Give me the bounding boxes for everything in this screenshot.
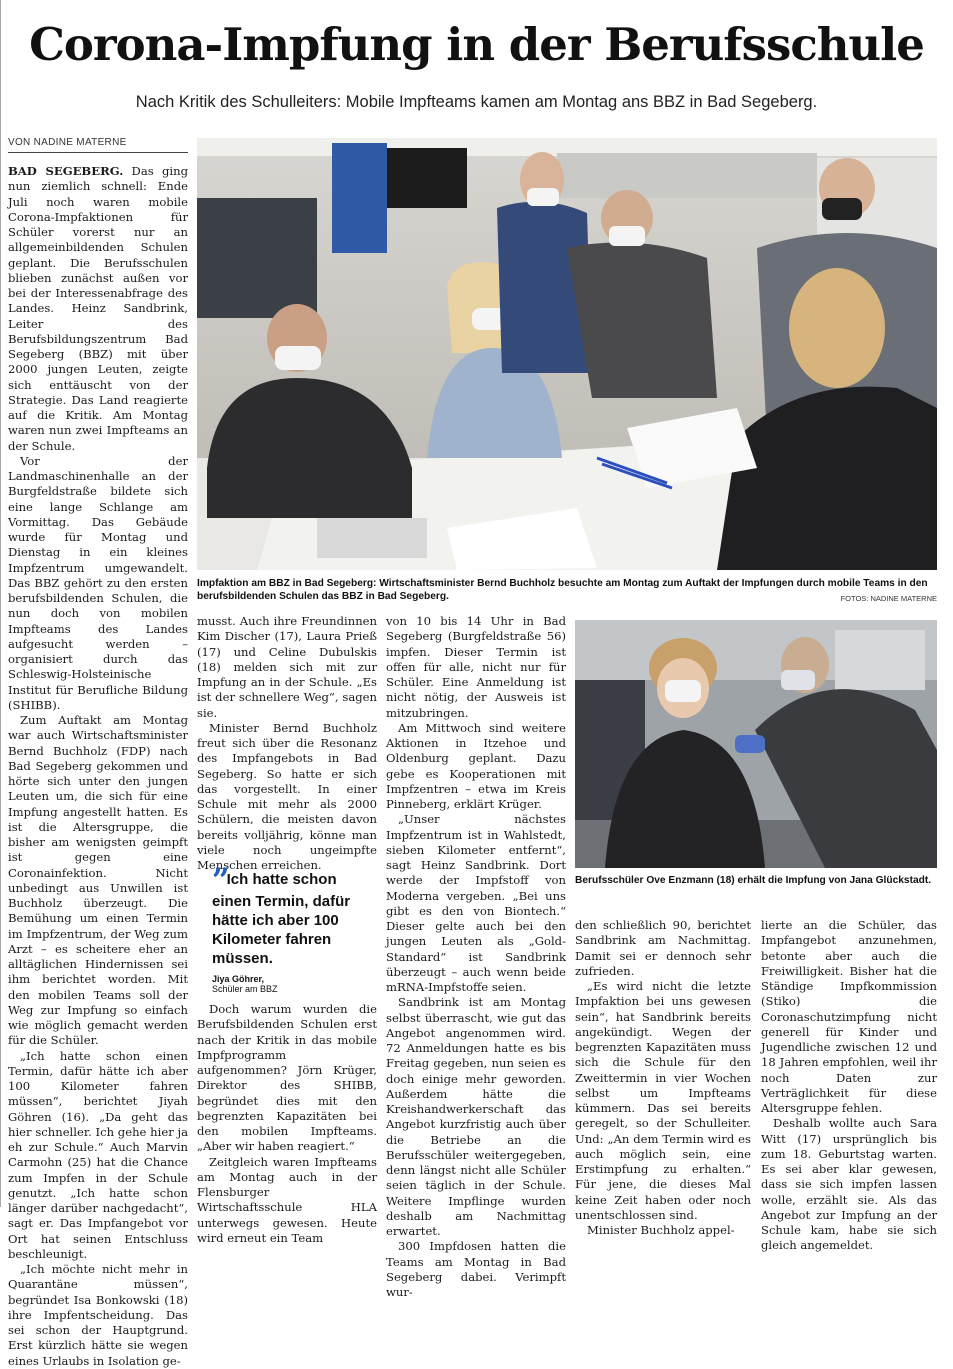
paragraph: musst. Auch ihre Freundinnen Kim Discher (17), Laura Prieß (17) und Celine Dubulskis (18) melden sich mit zur Impfung an in der Schule. „Es ist der schnellere Weg“, sagen sie. — [197, 614, 377, 720]
article-column-1 — [8, 164, 188, 1368]
lead-paragraph: Das ging nun ziemlich schnell: Ende Juli noch waren mobile Corona-Impfaktionen für Schüler vorerst nur an allgemeinbildenden Schulen geplant. Die Berufsschulen blieben zunächst außen vor bei der Interessenabfrage des Landes. Heinz Sandbrink, Leiter des Berufsbildungszentrum Bad Segeberg (BBZ) mit über 2000 jungen Leuten, zeigte sich enttäuscht von der Strategie. Das Land reagierte auf die Kritik. Am Montag waren nun zwei Impfteams an der Schule. — [8, 164, 188, 453]
paragraph: Am Mittwoch sind weitere Aktionen in Itzehoe und Oldenburg geplant. Dazu gebe es Kooperationen mit Impfzentren – etwa im Kreis Pinneberg, erklärt Krüger. — [386, 720, 566, 811]
article-headline: Corona-Impfung in der Berufsschule — [29, 18, 924, 71]
pull-quote-role: Schüler am BBZ — [212, 984, 278, 994]
quote-mark-icon: ” — [212, 861, 227, 901]
dateline: BAD SEGEBERG. — [8, 164, 124, 178]
paragraph: „Ich hatte schon einen Termin, dafür hätte ich aber 100 Kilometer fahren müssen“, berichtet Jiyah Göhren (16). „Da geht das hier schneller. Ich gehe hier ja eh zur Schule.“ Auch Marvin Carmohn (25) hat die Chance zum Impfen in der Schule genutzt. „Ich hatte schon länger darüber nachgedacht“, sagt er. Das Impfangebot vor Ort hat seinen Entschluss beschleunigt. — [8, 1048, 188, 1261]
second-photo — [575, 620, 937, 868]
second-photo-caption: Berufsschüler Ove Enzmann (18) erhält die Impfung von Jana Glückstadt. — [575, 875, 932, 886]
article-column-4 — [575, 918, 751, 1237]
paragraph: Zeitgleich waren Impfteams am Montag auch in der Flensburger Wirtschaftsschule HLA unterwegs gewesen. Heute wird erneut ein Team — [197, 1154, 377, 1245]
paragraph: 300 Impfdosen hatten die Teams am Montag in Bad Segeberg dabei. Verimpft wur- — [386, 1239, 566, 1299]
paragraph: den schließlich 90, berichtet Sandbrink am Nachmittag. Damit sei er dennoch sehr zufrieden. — [575, 918, 751, 978]
page-edge-line — [0, 0, 1, 1207]
pull-quote — [212, 861, 377, 994]
main-photo — [197, 138, 937, 570]
paragraph: „Ich möchte nicht mehr in Quarantäne müssen“, begründet Isa Bonkowski (18) ihre Impfentscheidung. Das sei schon der Hauptgrund. Erst kürzlich hätte sie wegen eines Urlaubs in Isolation ge- — [8, 1262, 188, 1368]
article-column-5 — [761, 918, 937, 1253]
paragraph: Minister Buchholz appel- — [587, 1223, 735, 1237]
article-byline: VON NADINE MATERNE — [8, 137, 127, 148]
student-vaccination-illustration — [575, 620, 937, 868]
paragraph: lierte an die Schüler, das Impfangebot anzunehmen, betonte aber auch die Freiwilligkeit. Bisher hat die Ständige Impfkommission (Stiko) die Coronaschutzimpfung nicht generell für Kinder und Jugendliche zwischen 12 und 18 Jahren empfohlen, weil ihr noch Daten zur Verträglichkeit für diese Altersgruppe fehlen. — [761, 918, 937, 1115]
paragraph: „Unser nächstes Impfzentrum ist in Wahlstedt, sieben Kilometer entfernt“, sagt Heinz Sandbrink. Dort werde der Impfstoff von Moderna vergeben. „Bei uns gibt es den von Biontech.“ Dieser gelte auch bei den jungen Leuten als „Gold-Standard“ ist Sandbrink überzeugt – auch wenn beide mRNA-Impfstoffe seien. — [386, 812, 566, 994]
paragraph: Vor der Landmaschinenhalle an der Burgfeldstraße bildete sich eine lange Schlange am Vormittag. Das Gebäude wurde für Montag und Dienstag in ein kleines Impfzentrum umgewandelt. Das BBZ gehört zu den ersten berufsbildenden Schulen, die nun doch von mobilen Impfteams des Landes aufgesucht werden – organisiert durch das Schleswig-Holsteinische Institut für Berufliche Bildung (SHIBB). — [8, 453, 188, 712]
pull-quote-text: Ich hatte schon einen Termin, dafür hätte ich aber 100 Kilometer fahren müssen. — [212, 871, 351, 967]
photo-credit: FOTOS: NADINE MATERNE — [840, 594, 937, 603]
paragraph: Minister Bernd Buchholz freut sich über die Resonanz des Impfangebots in Bad Segeberg. So hatte er sich das vorgestellt. In einer Schule mit mehr als 2000 Schülern, die meisten davon bereits volljährig, könne man viele noch ungeimpfte Menschen erreichen. — [197, 720, 377, 872]
article-column-2-top — [197, 614, 377, 872]
vaccination-scene-illustration — [197, 138, 937, 570]
pull-quote-author: Jiya Göhrer, — [212, 974, 265, 984]
paragraph: Doch warum wurden die Berufsbildenden Schulen erst nach der Kritik in das mobile Impfprogramm aufgenommen? Jörn Krüger, Direktor des SHIBB, begründet dies mit den begrenzten Kapazitäten bei den mobilen Impfteams. „Aber wir haben reagiert.“ — [197, 1002, 377, 1154]
paragraph: Deshalb wollte auch Sara Witt (17) ursprünglich bis zum 18. Geburtstag warten. Es sei aber klar gewesen, dass sie sich impfen lassen wolle, erzählt sie. Als das Angebot zur Impfung an der Schule kam, habe sie sich gleich angemeldet. — [761, 1116, 937, 1253]
paragraph: „Es wird nicht die letzte Impfaktion bei uns gewesen sein“, hat Sandbrink bereits angekündigt. Wegen der begrenzten Kapazitäten muss sich die Schule für den Zweittermin in vier Wochen selbst um Impfteams kümmern. Das sei bereits geregelt, so der Schulleiter. Und: „An dem Termin wird es auch möglich sein, eine Erstimpfung zu erhalten.“ Für jene, die dieses Mal keine Zeit haben oder noch unentschlossen sind. — [575, 979, 751, 1222]
paragraph: Zum Auftakt am Montag war auch Wirtschaftsminister Bernd Buchholz (FDP) nach Bad Segeberg gekommen und hörte sich unter den jungen Leuten um, die sich für eine Impfung angestellt hatten. Es ist die Altersgruppe, die bisher am wenigsten geimpft ist gegen eine Coronainfektion. Nicht unbedingt aus Unwillen ist Buchholz überzeugt. Die Bemühung um einen Termin im Impfzentrum, der Weg zum Arzt – es scheitere eher an alltäglichen Hindernissen sei ihm berichtet worden. Mit den mobilen Teams soll der Weg zur Impfung so einfach wie möglich gemacht werden für die Schüler. — [8, 713, 188, 1048]
article-subheadline: Nach Kritik des Schulleiters: Mobile Impfteams kamen am Montag ans BBZ in Bad Segeberg. — [135, 93, 818, 111]
article-column-2-bottom — [197, 1002, 377, 1245]
main-photo-caption: Impfaktion am BBZ in Bad Segeberg: Wirtschaftsminister Bernd Buchholz besuchte am Montag zum Auftakt der Impfungen durch mobile Teams in den berufsbildenden Schulen das BBZ in Bad Segeberg. — [197, 578, 928, 602]
paragraph: von 10 bis 14 Uhr in Bad Segeberg (Burgfeldstraße 56) impfen. Dieser Termin ist offen für alle, nicht nur für Schüler. Eine Anmeldung ist nicht nötig, der Ausweis ist mitzubringen. — [386, 614, 566, 720]
paragraph: Sandbrink ist am Montag selbst überrascht, wie gut das Angebot angenommen wird. 72 Anmeldungen hatte es bis Freitag gegeben, nun seien es doch einige mehr geworden. Außerdem hätte die Kreishandwerkerschaft das Angebot kurzfristig auch über die Betriebe an die Berufsschüler weitergegeben, denn längst nicht alle Schüler seien täglich in der Schule. Weitere Impflinge wurden deshalb am Nachmittag erwartet. — [386, 995, 566, 1238]
article-column-3 — [386, 614, 566, 1299]
byline-rule — [8, 152, 188, 153]
